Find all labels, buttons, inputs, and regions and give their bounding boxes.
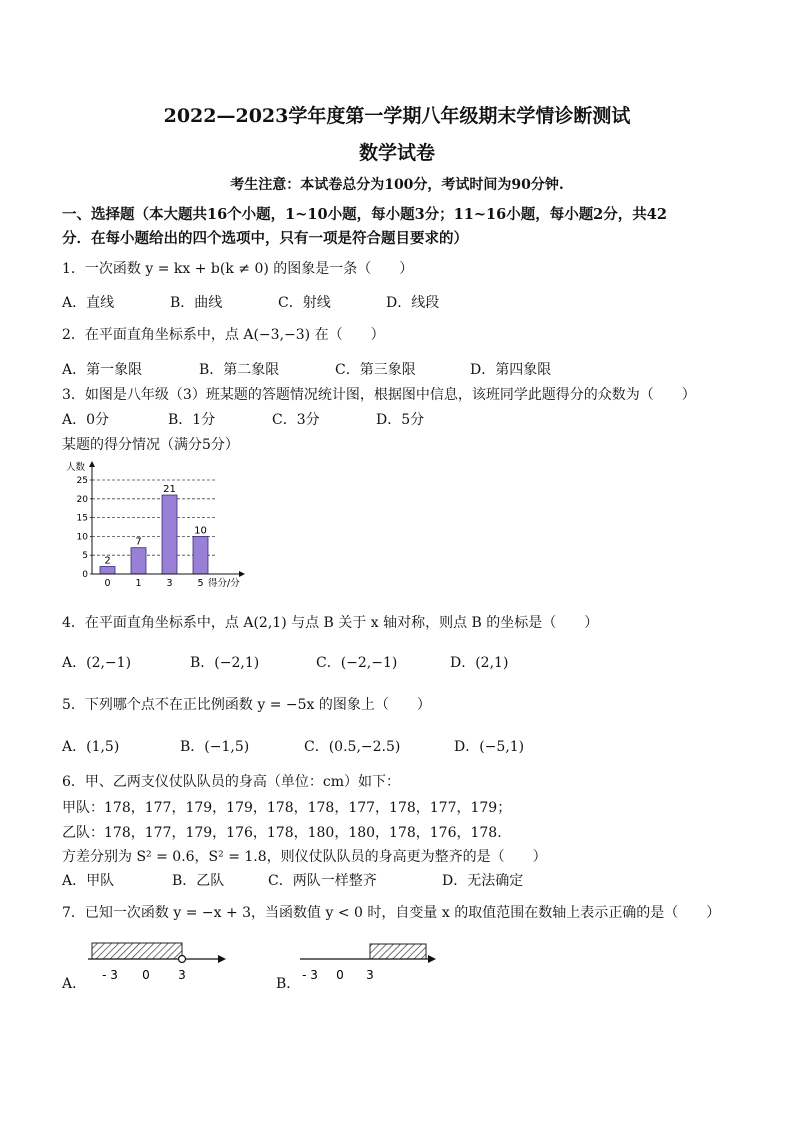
- q4-option-b[interactable]: B．(−2,1): [190, 655, 260, 671]
- tick-label: - 3: [302, 968, 318, 982]
- q1-option-c[interactable]: C．射线: [278, 295, 331, 311]
- bar-value-label: 2: [104, 555, 111, 567]
- q1-option-b[interactable]: B．曲线: [170, 295, 223, 311]
- q1-option-d[interactable]: D．线段: [386, 295, 440, 311]
- q7-option-b[interactable]: B．: [276, 976, 301, 992]
- q6-option-a[interactable]: A．甲队: [62, 873, 115, 889]
- q3-bar-chart: [60, 458, 260, 590]
- q6-option-c[interactable]: C．两队一样整齐: [268, 873, 377, 889]
- y-axis-arrow: [89, 461, 95, 467]
- section1-line1: 一、选择题（本大题共16个小题，1~10小题，每小题3分；11~16小题，每小题2分，共42: [62, 206, 667, 223]
- arrow-icon: [218, 955, 226, 963]
- tick-label: 0: [142, 968, 150, 982]
- chart-bars: [100, 495, 208, 574]
- tick-label: 0: [336, 968, 344, 982]
- y-tick-label: 25: [76, 476, 88, 486]
- tick-label: 3: [178, 968, 186, 982]
- x-tick-label: 5: [197, 578, 204, 589]
- arrow-icon: [428, 955, 436, 963]
- hatched-region: [92, 943, 182, 959]
- x-axis-arrow: [239, 571, 245, 577]
- q4-option-d[interactable]: D．(2,1): [450, 655, 509, 671]
- bar: [131, 548, 146, 574]
- q3-option-c[interactable]: C．3分: [272, 412, 320, 428]
- bar-value-label: 7: [135, 536, 142, 548]
- bar: [193, 536, 208, 574]
- q6-team-b: 乙队：178，177，179，176，178，180，180，178，176，178.: [62, 825, 502, 841]
- tick-label: - 3: [102, 968, 118, 982]
- x-tick-label: 0: [104, 578, 111, 589]
- section1-line2: 分．在每小题给出的四个选项中，只有一项是符合题目要求的）: [62, 230, 468, 247]
- page-title: 2022—2023学年度第一学期八年级期末学情诊断测试: [163, 105, 631, 127]
- y-tick-label: 0: [82, 570, 88, 580]
- bar: [100, 566, 115, 574]
- x-axis-label: 得分/分: [208, 578, 240, 589]
- bar-value-label: 10: [194, 525, 207, 537]
- hatched-region: [370, 944, 426, 959]
- q7-option-a[interactable]: A．: [62, 976, 87, 992]
- q3-option-b[interactable]: B．1分: [168, 412, 216, 428]
- q6-stem: 6．甲、乙两支仪仗队队员的身高（单位：cm）如下：: [62, 774, 401, 790]
- q3-option-d[interactable]: D．5分: [376, 412, 425, 428]
- q7-stem: 7．已知一次函数 y = −x + 3，当函数值 y < 0 时，自变量 x 的取值范围在数轴上表示正确的是（ ）: [62, 905, 721, 921]
- q5-option-d[interactable]: D．(−5,1): [454, 739, 525, 755]
- q4-option-a[interactable]: A．(2,−1): [62, 655, 132, 671]
- y-tick-label: 20: [76, 494, 88, 505]
- y-axis-label: 人数: [66, 462, 86, 473]
- bar: [162, 495, 177, 574]
- exam-notice: 考生注意：本试卷总分为100分，考试时间为90分钟.: [230, 177, 564, 193]
- q5-option-c[interactable]: C．(0.5,−2.5): [304, 739, 401, 755]
- q3-chart-caption: 某题的得分情况（满分5分）: [62, 437, 239, 453]
- tick-label: 3: [366, 968, 374, 982]
- q7-number-line-b: [296, 935, 442, 985]
- q3-stem: 3．如图是八年级（3）班某题的答题情况统计图，根据图中信息，该班同学此题得分的众数为（ ）: [62, 387, 696, 403]
- q2-option-b[interactable]: B．第二象限: [199, 362, 280, 378]
- q6-option-b[interactable]: B．乙队: [172, 873, 225, 889]
- y-tick-label: 15: [76, 513, 88, 524]
- x-tick-label: 3: [166, 578, 173, 589]
- x-tick-label: 1: [135, 578, 142, 589]
- q6-team-a: 甲队：178，177，179，179，178，178，177，178，177，179；: [62, 800, 512, 816]
- q4-stem: 4．在平面直角坐标系中，点 A(2,1) 与点 B 关于 x 轴对称，则点 B 的坐标是（ ）: [62, 615, 599, 631]
- q5-stem: 5．下列哪个点不在正比例函数 y = −5x 的图象上（ ）: [62, 697, 431, 713]
- q2-option-a[interactable]: A．第一象限: [62, 362, 143, 378]
- q1-stem: 1．一次函数 y = kx + b(k ≠ 0) 的图象是一条（ ）: [62, 261, 414, 277]
- bar-value-label: 21: [163, 484, 176, 496]
- q2-option-d[interactable]: D．第四象限: [470, 362, 552, 378]
- page-subtitle: 数学试卷: [358, 142, 435, 164]
- y-tick-label: 5: [82, 551, 88, 562]
- y-tick-label: 10: [76, 532, 88, 543]
- q6-option-d[interactable]: D．无法确定: [442, 873, 524, 889]
- q6-variance: 方差分别为 S² = 0.6，S² = 1.8，则仪仗队队员的身高更为整齐的是（ ）: [62, 849, 547, 865]
- q2-option-c[interactable]: C．第三象限: [335, 362, 416, 378]
- open-point: [179, 956, 186, 963]
- q2-stem: 2．在平面直角坐标系中，点 A(−3,−3) 在（ ）: [62, 327, 385, 343]
- q7-number-line-a: [84, 935, 230, 985]
- q5-option-a[interactable]: A．(1,5): [62, 739, 120, 755]
- q1-option-a[interactable]: A．直线: [62, 295, 115, 311]
- q4-option-c[interactable]: C．(−2,−1): [316, 655, 398, 671]
- q5-option-b[interactable]: B．(−1,5): [180, 739, 250, 755]
- q3-option-a[interactable]: A．0分: [62, 412, 110, 428]
